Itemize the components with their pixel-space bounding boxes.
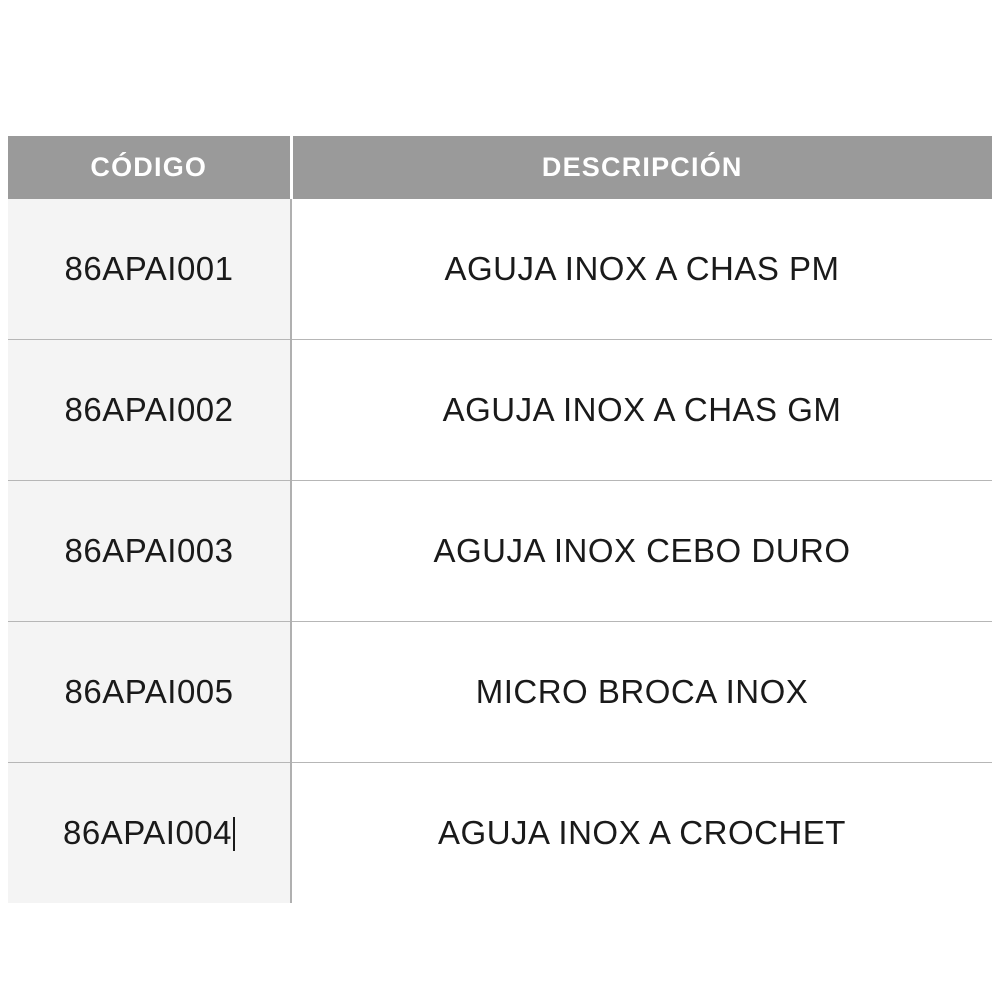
table-row [8, 481, 992, 622]
cell-description: AGUJA INOX A CROCHET [291, 763, 992, 904]
cell-code: 86APAI001 [8, 199, 291, 340]
cell-description: AGUJA INOX A CHAS GM [291, 340, 992, 481]
cell-code [8, 763, 291, 904]
text-cursor-caret [233, 817, 235, 851]
cell-description: AGUJA INOX CEBO DURO [291, 481, 992, 622]
column-header-code: CÓDIGO [8, 136, 291, 199]
table-header [8, 136, 992, 199]
cell-code: 86APAI002 [8, 340, 291, 481]
cell-code-text: 86APAI004 [62, 814, 233, 851]
table-body [8, 199, 992, 903]
cell-code: 86APAI003 [8, 481, 291, 622]
column-header-description: DESCRIPCIÓN [291, 136, 992, 199]
table-row [8, 340, 992, 481]
table-header-row [8, 136, 992, 199]
table-row [8, 622, 992, 763]
cell-code: 86APAI005 [8, 622, 291, 763]
product-table [8, 136, 992, 903]
cell-description: MICRO BROCA INOX [291, 622, 992, 763]
cell-description: AGUJA INOX A CHAS PM [291, 199, 992, 340]
table-row [8, 199, 992, 340]
table-row [8, 763, 992, 904]
product-table-container [8, 136, 992, 903]
